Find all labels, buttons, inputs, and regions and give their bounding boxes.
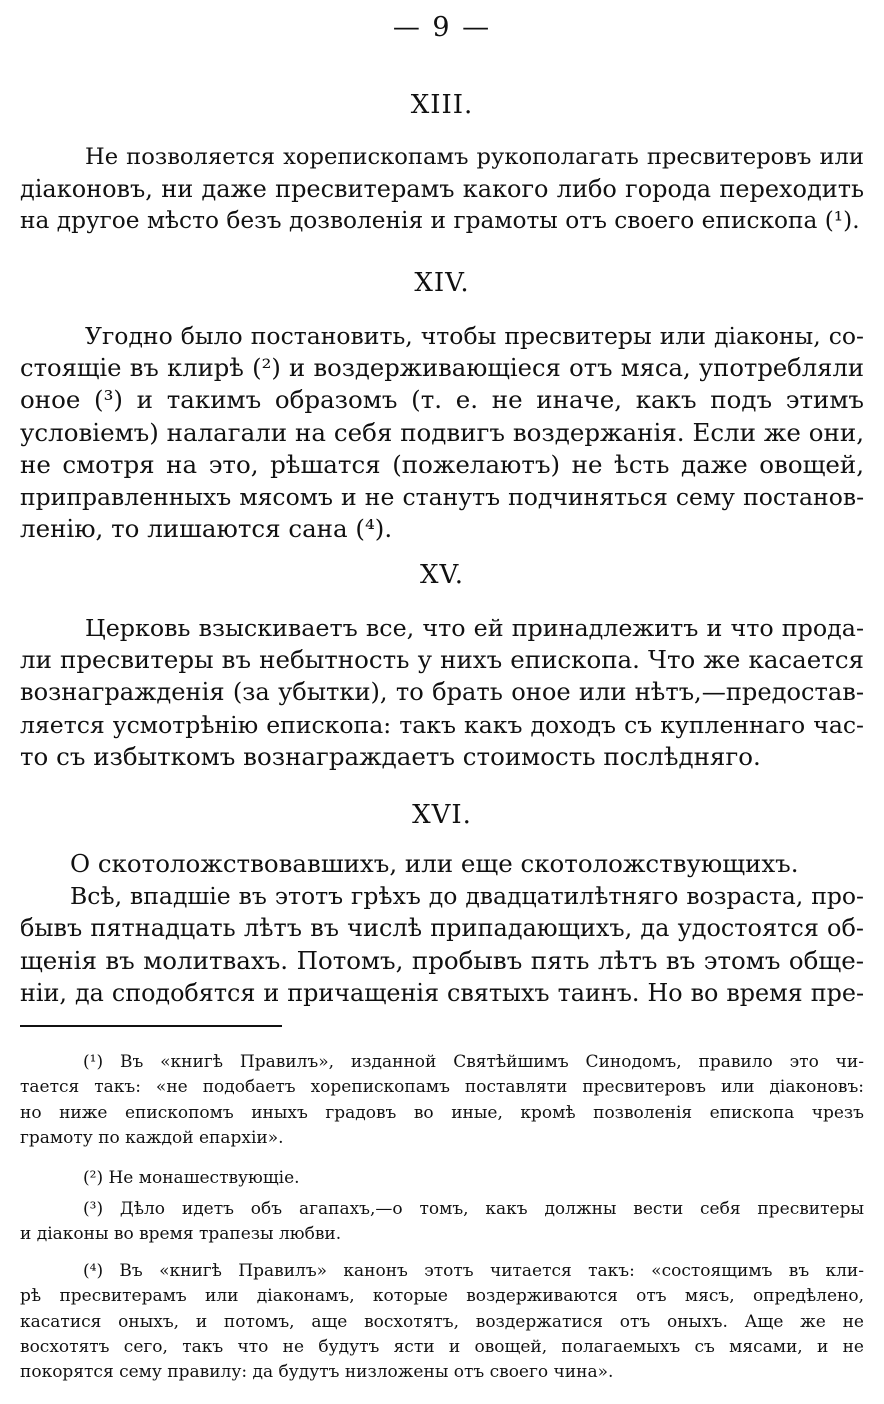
section-text-xvi <box>20 848 864 1009</box>
footnote-line: (¹) Въ «книгѣ Правилъ», изданной Святѣйшимъ Синодомъ, правило это чи- <box>83 1052 864 1072</box>
section-heading-xiii: XIII. <box>410 90 474 120</box>
footnote-line: восхотятъ сего, такъ что не будутъ ясти и овощей, полагаемыхъ съ мясами, и не <box>20 1336 864 1357</box>
text-line: приправленныхъ мясомъ и не станутъ подчиняться сему постанов- <box>20 483 864 512</box>
section-heading-xv: XV. <box>419 560 464 590</box>
footnote-line: но ниже епископомъ иныхъ градовъ во иные, кромѣ позволенія епископа чрезъ <box>20 1102 864 1123</box>
footnote-divider <box>20 1025 282 1027</box>
text-line: О скотоложствовавшихъ, или еще скотоложствующихъ. <box>70 849 799 878</box>
text-line: щенія въ молитвахъ. Потомъ, пробывъ пять лѣтъ въ этомъ обще- <box>20 945 864 975</box>
footnote-3 <box>20 1197 864 1248</box>
section-heading-xiv: XIV. <box>414 268 470 298</box>
footnote-line: покорятся сему правилу: да будутъ низложены отъ своего чина». <box>20 1362 614 1383</box>
text-line: ленію, то лишаются сана (⁴). <box>20 514 393 544</box>
section-text-xiii <box>20 141 864 238</box>
footnote-line: (⁴) Въ «книгѣ Правилъ» канонъ этотъ читается такъ: «состоящимъ въ кли- <box>83 1261 864 1281</box>
text-line: Всѣ, впадшіе въ этотъ грѣхъ до двадцатилѣтняго возраста, про- <box>70 882 864 911</box>
text-line: на другое мѣсто безъ дозволенія и грамоты отъ своего епископа (¹). <box>20 207 860 235</box>
text-line: діаконовъ, ни даже пресвитерамъ какого либо города переходить <box>20 175 864 204</box>
footnote-line: и діаконы во время трапезы любви. <box>20 1224 342 1245</box>
text-line: вознагражденія (за убытки), то брать оное или нѣтъ,—предостав- <box>20 678 864 707</box>
text-line: стоящіе въ клирѣ (²) и воздерживающіеся отъ мяса, употребляли <box>20 353 864 383</box>
section-heading-xvi: XVI. <box>412 800 472 830</box>
section-text-xv <box>20 612 864 773</box>
text-line: оное (³) и такимъ образомъ (т. е. не иначе, какъ подъ этимъ <box>20 385 864 415</box>
text-line: не смотря на это, рѣшатся (пожелаютъ) не ѣсть даже овощей, <box>20 449 864 479</box>
footnote-1 <box>20 1050 864 1151</box>
page-number: — 9 — <box>392 12 492 43</box>
footnote-line: рѣ пресвитерамъ или діаконамъ, которые воздерживаются отъ мясъ, опредѣлено, <box>20 1286 864 1307</box>
text-line: ляется усмотрѣнію епископа: такъ какъ доходъ съ купленнаго час- <box>20 710 864 739</box>
text-line: Угодно было постановить, чтобы пресвитеры или діаконы, со- <box>85 322 864 350</box>
footnote-line: грамоту по каждой епархіи». <box>20 1127 284 1148</box>
text-line: бывъ пятнадцать лѣтъ въ числѣ припадающихъ, да удостоятся об- <box>20 914 864 943</box>
text-line: Церковь взыскиваетъ все, что ей принадлежитъ и что прода- <box>85 614 864 642</box>
footnote-line: тается такъ: «не подобаетъ хорепископамъ поставляти пресвитеровъ или діаконовъ: <box>20 1077 864 1098</box>
text-line: ніи, да сподобятся и причащенія святыхъ таинъ. Но во время пре- <box>20 978 864 1007</box>
text-line: то съ избыткомъ вознаграждаетъ стоимость послѣдняго. <box>20 741 761 771</box>
footnote-line: касатися оныхъ, и потомъ, аще восхотятъ, воздержатися отъ оныхъ. Аще же не <box>20 1311 864 1332</box>
footnote-2 <box>20 1166 864 1191</box>
text-line: условіемъ) налагали на себя подвигъ воздержанія. Если же они, <box>20 417 864 447</box>
footnote-line: (²) Не монашествующіе. <box>83 1168 300 1188</box>
section-text-xiv <box>20 320 864 545</box>
text-line: ли пресвитеры въ небытность у нихъ епископа. Что же касается <box>20 645 864 675</box>
footnote-4 <box>20 1259 864 1385</box>
text-line: Не позволяется хорепископамъ рукополагать пресвитеровъ или <box>85 144 864 170</box>
footnote-line: (³) Дѣло идетъ объ агапахъ,—о томъ, какъ должны вести себя пресвитеры <box>83 1199 864 1219</box>
